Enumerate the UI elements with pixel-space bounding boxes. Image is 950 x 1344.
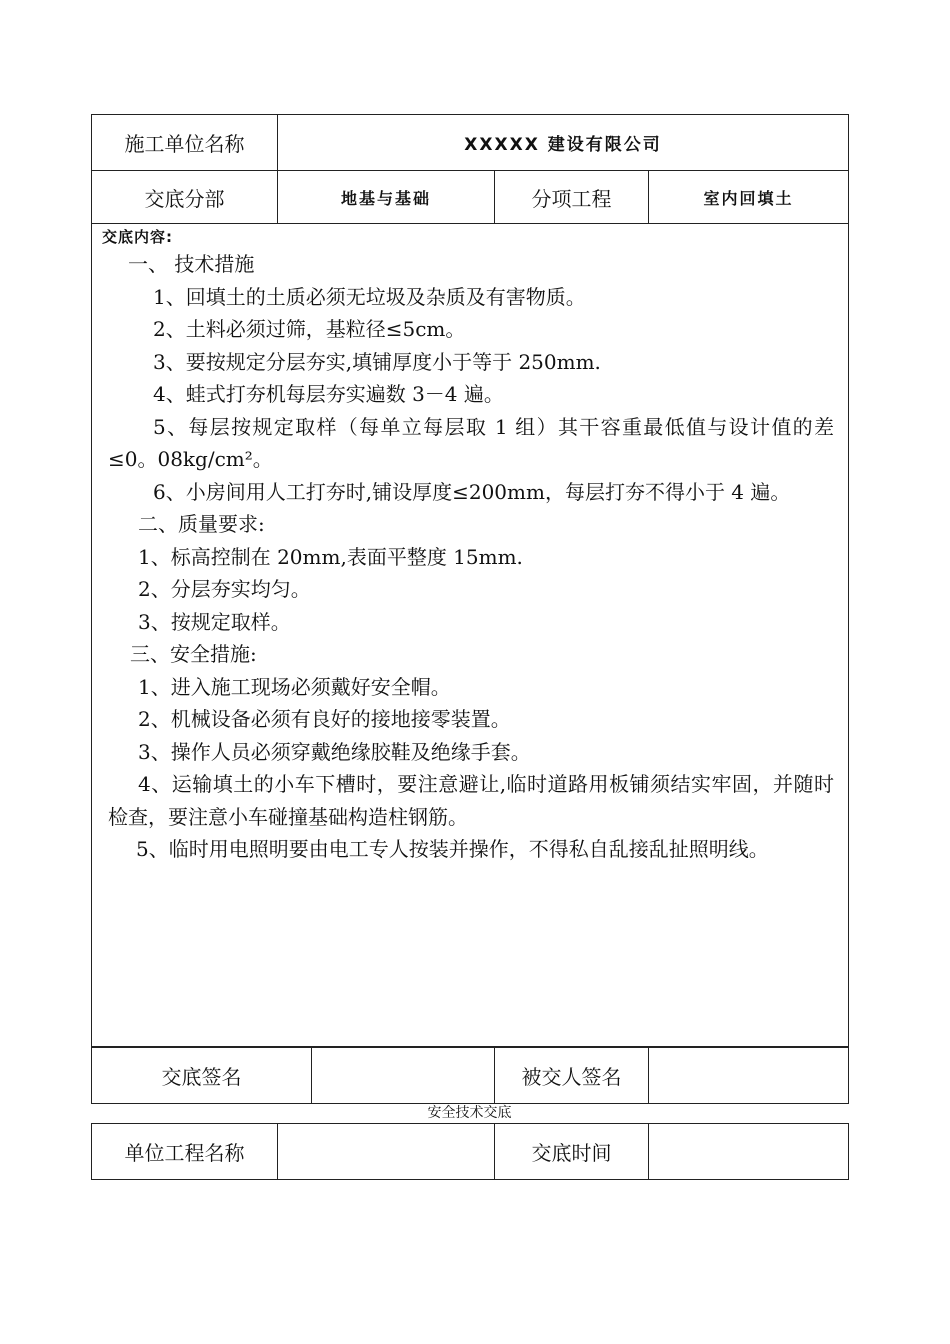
division-label: 交底分部 xyxy=(92,171,278,224)
content-line: 1、标高控制在 20mm,表面平整度 15mm. xyxy=(138,544,523,569)
subitem-value: 室内回填土 xyxy=(649,171,849,224)
content-line: 1、回填土的土质必须无垃圾及杂质及有害物质。 xyxy=(153,284,586,309)
disclosure-time-field[interactable] xyxy=(649,1124,849,1180)
content-line: 5、每层按规定取样（每单立每层取 1 组）其干容重最低值与设计值的差≤0。08kg/cm²。 xyxy=(108,414,835,471)
discloser-signature-label: 交底签名 xyxy=(92,1048,312,1104)
content-line: 二、质量要求: xyxy=(138,512,265,536)
content-line: 3、操作人员必须穿戴绝缘胶鞋及绝缘手套。 xyxy=(138,739,531,764)
content-line: 4、运输填土的小车下槽时，要注意避让,临时道路用板铺须结实牢固，并随时检查，要注意小车碰撞基础构造柱钢筋。 xyxy=(108,772,835,829)
content-line: 4、蛙式打夯机每层夯实遍数 3－4 遍。 xyxy=(153,382,504,406)
project-name-field[interactable] xyxy=(278,1124,495,1180)
content-line: 2、机械设备必须有良好的接地接零装置。 xyxy=(138,707,511,731)
signature-table xyxy=(91,1047,849,1104)
unit-name-value: XXXXX 建设有限公司 xyxy=(278,115,849,171)
content-line: 3、按规定取样。 xyxy=(138,609,291,634)
content-line: 2、土料必须过筛，基粒径≤5cm。 xyxy=(153,317,466,341)
unit-name-label: 施工单位名称 xyxy=(92,115,278,171)
disclosure-sheet xyxy=(91,114,848,1180)
division-value: 地基与基础 xyxy=(278,171,495,224)
disclosure-time-label: 交底时间 xyxy=(495,1124,649,1180)
content-line: 一、 技术措施 xyxy=(128,252,255,276)
header-table xyxy=(91,114,849,1047)
footer-table xyxy=(91,1123,849,1180)
receiver-signature-label: 被交人签名 xyxy=(495,1048,649,1104)
content-lines xyxy=(108,248,834,866)
content-line: 2、分层夯实均匀。 xyxy=(138,577,311,601)
content-cell xyxy=(92,224,849,1047)
content-line: 6、小房间用人工打夯时,铺设厚度≤200mm，每层打夯不得小于 4 遍。 xyxy=(153,479,791,504)
content-line: 三、安全措施: xyxy=(130,642,257,666)
subitem-label: 分项工程 xyxy=(495,171,649,224)
receiver-signature-field[interactable] xyxy=(649,1048,849,1104)
content-title: 交底内容: xyxy=(102,228,173,246)
content-line: 3、要按规定分层夯实,填铺厚度小于等于 250mm. xyxy=(153,349,601,374)
project-name-label: 单位工程名称 xyxy=(92,1124,278,1180)
discloser-signature-field[interactable] xyxy=(312,1048,495,1104)
content-line: 1、进入施工现场必须戴好安全帽。 xyxy=(138,674,451,699)
form-caption: 安全技术交底 xyxy=(427,1105,512,1121)
content-line: 5、临时用电照明要由电工专人按装并操作，不得私自乱接乱扯照明线。 xyxy=(136,837,769,861)
